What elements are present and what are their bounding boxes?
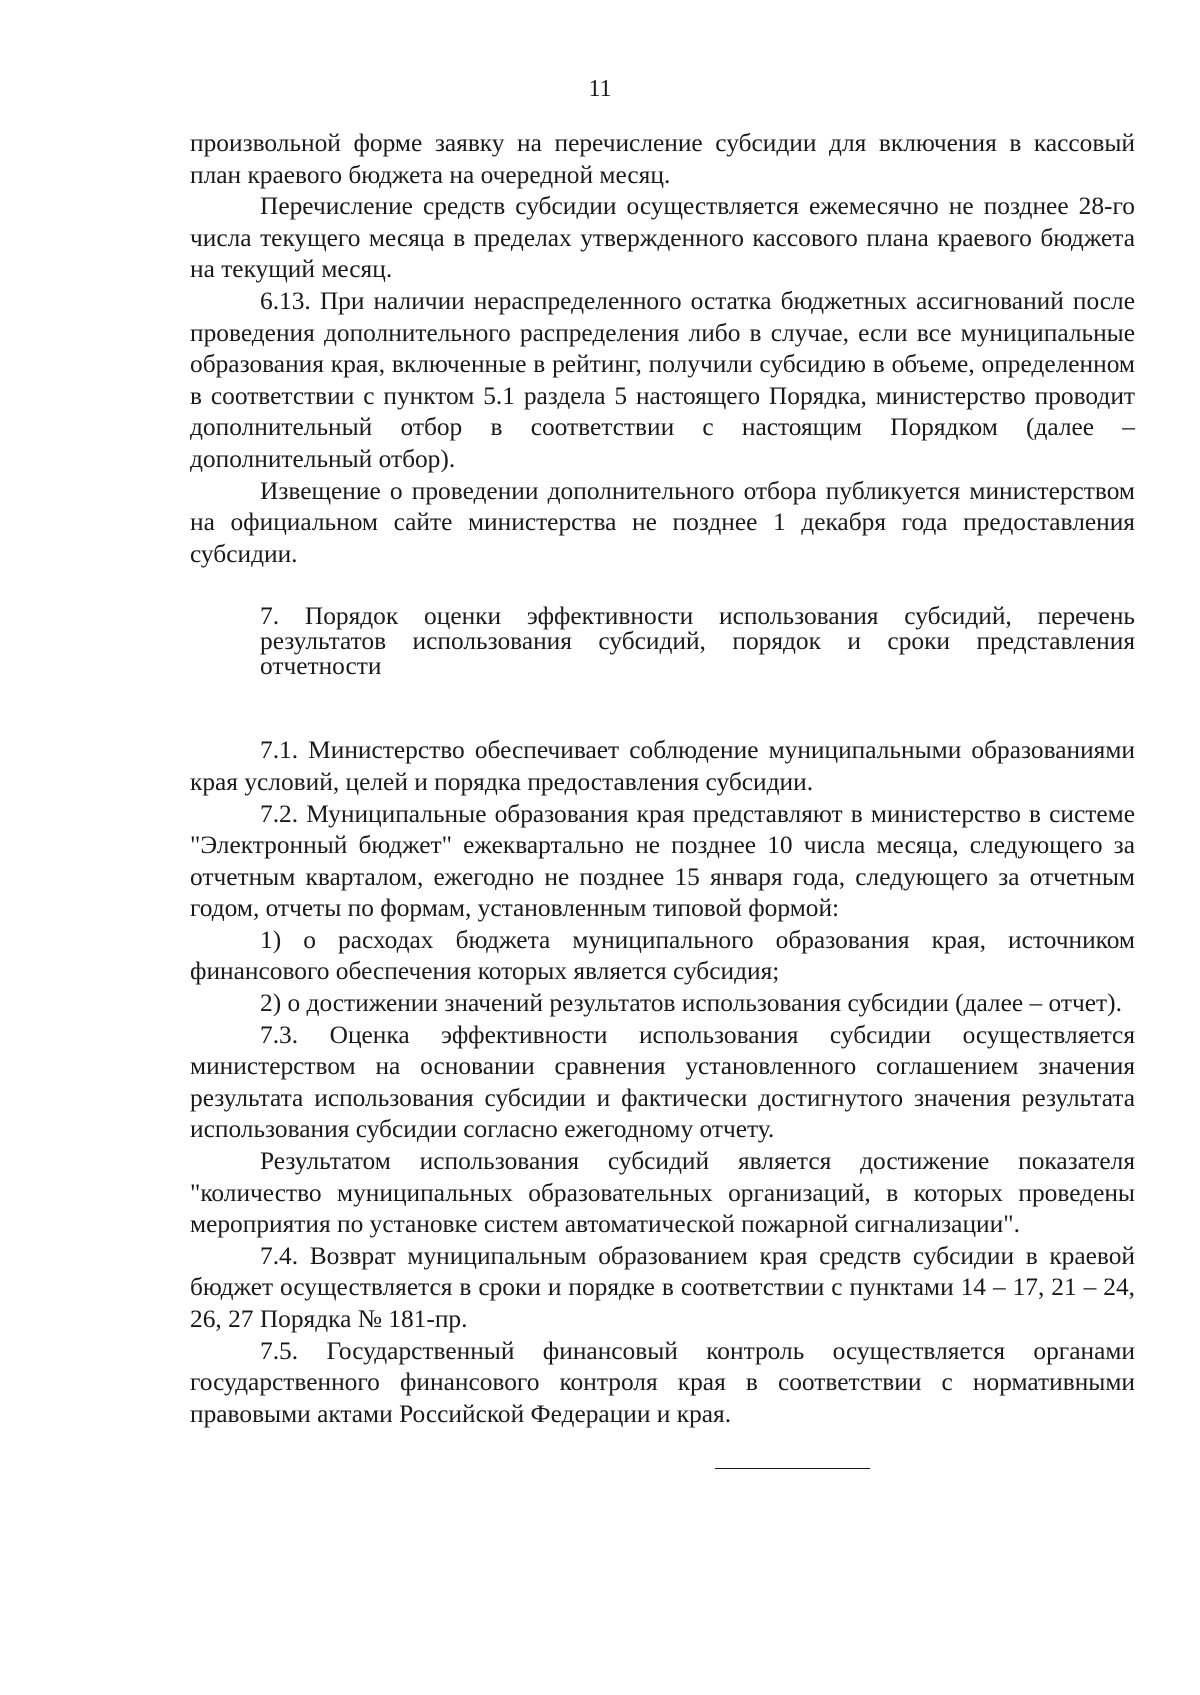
paragraph-7-3-result: Результатом использования субсидий является достижение показателя "количество муниципальных образовательных организаций, в которых проведены мероприятия по установке систем автоматической пожарной сигнализации". — [190, 1147, 1135, 1239]
section-7-heading: 7. Порядок оценки эффективности использования субсидий, перечень результатов использования субсидий, порядок и сроки представления отчетности — [260, 602, 1135, 681]
paragraph-7-5: 7.5. Государственный финансовый контроль осуществляется органами государственного финансового контроля края в соответствии с нормативными правовыми актами Российской Федерации и края. — [190, 1336, 1135, 1428]
end-divider — [715, 1468, 870, 1469]
list-item-1: 1) о расходах бюджета муниципального образования края, источником финансового обеспечения которых является субсидия; — [190, 925, 1135, 986]
page-number: 11 — [588, 76, 612, 102]
paragraph-7-4: 7.4. Возврат муниципальным образованием края средств субсидии в краевой бюджет осуществляется в сроки и порядке в соответствии с пунктами 14 – 17, 21 – 24, 26, 27 Порядка № 181-пр. — [190, 1241, 1135, 1333]
paragraph-continuation: произвольной форме заявку на перечисление субсидии для включения в кассовый план краевого бюджета на очередной месяц. — [190, 129, 1135, 189]
list-item-2: 2) о достижении значений результатов использования субсидии (далее – отчет). — [260, 989, 1122, 1018]
paragraph-7-2: 7.2. Муниципальные образования края представляют в министерство в системе "Электронный бюджет" ежеквартально не позднее 10 числа месяца, следующего за отчетным кварталом, ежегодно не позднее 15 января года, следующего за отчетным годом, отчеты по формам, установленным типовой формой: — [190, 799, 1135, 923]
paragraph-7-1: 7.1. Министерство обеспечивает соблюдение муниципальными образованиями края условий, целей и порядка предоставления субсидии. — [190, 736, 1135, 796]
paragraph-6-13: 6.13. При наличии нераспределенного остатка бюджетных ассигнований после проведения дополнительного распределения либо в случае, если все муниципальные образования края, включенные в рейтинг, получили субсидию в объеме, определенном в соответствии с пунктом 5.1 раздела 5 настоящего Порядка, министерство проводит дополнительный отбор в соответствии с настоящим Порядком (далее – дополнительный отбор). — [190, 286, 1135, 473]
paragraph-transfer-terms: Перечисление средств субсидии осуществляется ежемесячно не позднее 28-го числа текущего месяца в пределах утвержденного кассового плана краевого бюджета на текущий месяц. — [190, 192, 1135, 284]
paragraph-notice: Извещение о проведении дополнительного отбора публикуется министерством на официальном сайте министерства не позднее 1 декабря года предоставления субсидии. — [190, 476, 1135, 568]
paragraph-7-3: 7.3. Оценка эффективности использования субсидии осуществляется министерством на основании сравнения установленного соглашением значения результата использования субсидии и фактически достигнутого значения результата использования субсидии согласно ежегодному отчету. — [190, 1020, 1135, 1144]
document-body — [190, 128, 1135, 1469]
